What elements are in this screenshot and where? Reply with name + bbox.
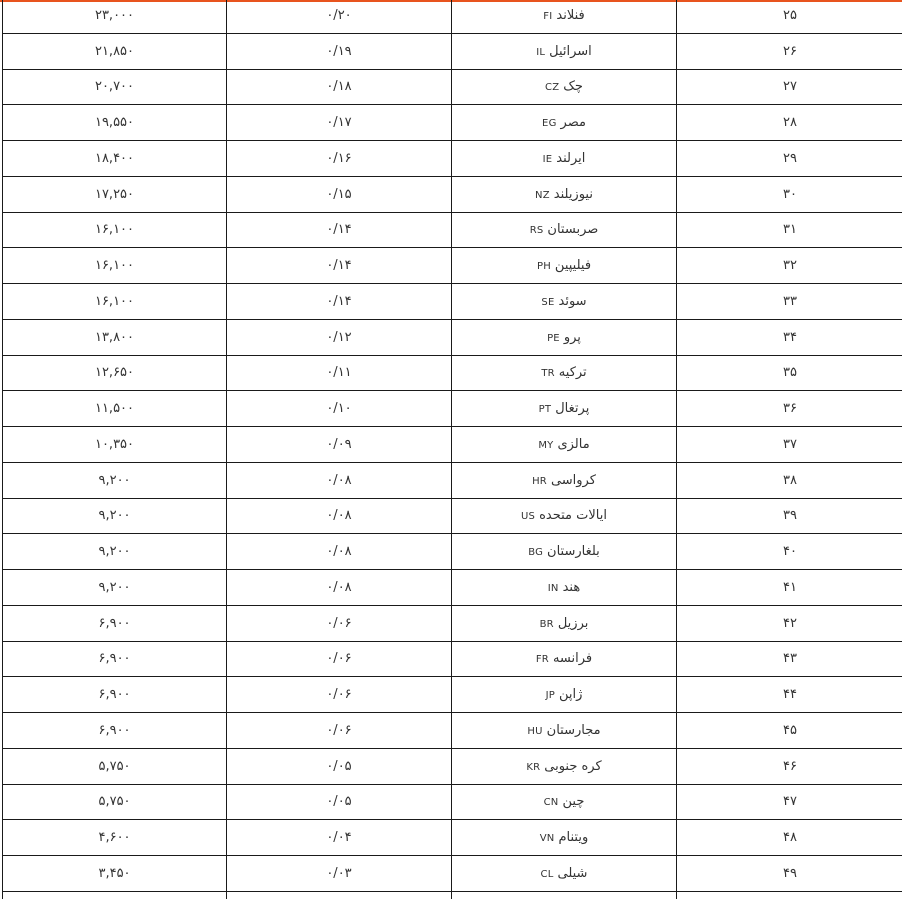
rank-cell: ۴۰ — [677, 534, 902, 570]
amount-cell: ۲۳,۰۰۰ — [3, 0, 227, 33]
percent-cell: ۰/۱۴ — [227, 284, 452, 320]
country-label — [539, 401, 590, 416]
country-name: بلغارستان — [547, 544, 600, 560]
percent-cell: ۰/۱۰ — [227, 391, 452, 427]
rank-cell: ۲۷ — [677, 69, 902, 105]
table-row — [3, 641, 902, 677]
country-code: US — [521, 511, 536, 523]
country-name: مالزی — [557, 436, 590, 452]
country-cell — [452, 176, 677, 212]
table-row — [3, 391, 902, 427]
country-name: ویتنام — [558, 830, 589, 846]
country-code: VN — [539, 833, 555, 845]
rank-cell: ۴۵ — [677, 713, 902, 749]
rank-cell: ۴۴ — [677, 677, 902, 713]
percent-cell: ۰/۰۸ — [227, 570, 452, 606]
amount-cell: ۶,۹۰۰ — [3, 713, 227, 749]
country-label — [541, 866, 588, 881]
amount-cell: ۱۸,۴۰۰ — [3, 141, 227, 177]
country-label — [543, 151, 586, 166]
table-row — [3, 498, 902, 534]
rank-cell: ۴۸ — [677, 820, 902, 856]
country-label — [544, 794, 585, 809]
amount-cell: ۱۳,۸۰۰ — [3, 319, 227, 355]
rank-cell: ۴۶ — [677, 748, 902, 784]
country-cell — [452, 0, 677, 33]
country-code: RS — [529, 225, 544, 237]
amount-cell: ۱۱,۵۰۰ — [3, 391, 227, 427]
table-row — [3, 677, 902, 713]
country-code: TR — [541, 368, 555, 380]
empty-cell — [677, 891, 902, 899]
country-code: NZ — [535, 189, 550, 201]
country-cell — [452, 284, 677, 320]
country-code: PE — [547, 332, 560, 344]
country-name: ترکیه — [558, 365, 587, 381]
country-name: سوئد — [558, 293, 587, 309]
rank-cell: ۲۶ — [677, 33, 902, 69]
amount-cell: ۴,۶۰۰ — [3, 820, 227, 856]
country-name: مجارستان — [546, 722, 601, 738]
rank-cell: ۳۲ — [677, 248, 902, 284]
country-label — [532, 473, 596, 488]
country-name: فرانسه — [552, 651, 593, 667]
table-row — [3, 784, 902, 820]
country-code: BG — [528, 547, 544, 559]
country-cell — [452, 856, 677, 892]
country-label — [521, 508, 607, 523]
table-row — [3, 534, 902, 570]
rank-cell: ۳۶ — [677, 391, 902, 427]
country-label — [541, 294, 586, 309]
table-row — [3, 427, 902, 463]
country-cell — [452, 355, 677, 391]
percent-cell: ۰/۰۶ — [227, 713, 452, 749]
percent-cell: ۰/۱۸ — [227, 69, 452, 105]
amount-cell: ۶,۹۰۰ — [3, 605, 227, 641]
table-row — [3, 141, 902, 177]
table-row — [3, 105, 902, 141]
amount-cell: ۶,۹۰۰ — [3, 641, 227, 677]
country-label — [538, 437, 589, 452]
country-cell — [452, 748, 677, 784]
country-cell — [452, 498, 677, 534]
table-row — [3, 856, 902, 892]
rank-cell: ۳۴ — [677, 319, 902, 355]
table-row — [3, 570, 902, 606]
percent-cell: ۰/۰۳ — [227, 856, 452, 892]
country-code: EG — [542, 118, 557, 130]
country-label — [541, 365, 586, 380]
rank-cell: ۴۱ — [677, 570, 902, 606]
country-code: IL — [536, 46, 546, 58]
table-row — [3, 820, 902, 856]
rank-cell: ۳۹ — [677, 498, 902, 534]
percent-cell: ۰/۱۲ — [227, 319, 452, 355]
rank-cell: ۳۸ — [677, 462, 902, 498]
table-row — [3, 748, 902, 784]
country-name: کرواسی — [550, 472, 596, 488]
rank-cell: ۳۷ — [677, 427, 902, 463]
amount-cell: ۵,۷۵۰ — [3, 784, 227, 820]
percent-cell: ۰/۰۶ — [227, 605, 452, 641]
table-row — [3, 319, 902, 355]
country-code: BR — [539, 618, 554, 630]
amount-cell: ۱۲,۶۵۰ — [3, 355, 227, 391]
rank-cell: ۲۵ — [677, 0, 902, 33]
country-name: مصر — [560, 115, 586, 131]
country-label — [527, 723, 600, 738]
amount-cell: ۱۹,۵۵۰ — [3, 105, 227, 141]
country-cell — [452, 427, 677, 463]
rank-cell: ۴۹ — [677, 856, 902, 892]
country-cell — [452, 605, 677, 641]
table-row — [3, 284, 902, 320]
country-code: IN — [547, 582, 559, 594]
percent-cell: ۰/۰۶ — [227, 641, 452, 677]
country-name: فنلاند — [556, 7, 585, 23]
table-row — [3, 713, 902, 749]
country-label — [536, 651, 592, 666]
country-code: IE — [542, 153, 553, 165]
country-code: JP — [545, 690, 555, 702]
percent-cell: ۰/۰۹ — [227, 427, 452, 463]
country-label — [535, 187, 593, 202]
rank-cell: ۲۹ — [677, 141, 902, 177]
country-name: چک — [563, 79, 583, 95]
country-cell — [452, 820, 677, 856]
country-cell — [452, 713, 677, 749]
country-label — [542, 115, 586, 130]
empty-cell — [227, 891, 452, 899]
country-name: ایالات متحده — [539, 508, 607, 524]
percent-cell: ۰/۱۵ — [227, 176, 452, 212]
country-label — [540, 616, 589, 631]
table-row — [3, 176, 902, 212]
country-label — [546, 687, 583, 702]
table-body — [3, 0, 902, 899]
percent-cell: ۰/۰۸ — [227, 462, 452, 498]
country-cell — [452, 33, 677, 69]
amount-cell: ۱۶,۱۰۰ — [3, 248, 227, 284]
country-label — [530, 222, 599, 237]
country-cell — [452, 141, 677, 177]
percent-cell: ۰/۰۸ — [227, 534, 452, 570]
country-cell — [452, 570, 677, 606]
country-name: نیوزیلند — [553, 186, 593, 202]
amount-cell: ۹,۲۰۰ — [3, 462, 227, 498]
country-name: ایرلند — [556, 150, 586, 166]
amount-cell: ۹,۲۰۰ — [3, 498, 227, 534]
percent-cell: ۰/۱۷ — [227, 105, 452, 141]
percent-cell: ۰/۰۴ — [227, 820, 452, 856]
country-label — [536, 44, 592, 59]
country-cell — [452, 391, 677, 427]
country-cell — [452, 248, 677, 284]
amount-cell: ۹,۲۰۰ — [3, 570, 227, 606]
table-row — [3, 355, 902, 391]
table-row — [3, 69, 902, 105]
table-row — [3, 33, 902, 69]
table-row — [3, 248, 902, 284]
rank-cell: ۴۷ — [677, 784, 902, 820]
amount-cell: ۵,۷۵۰ — [3, 748, 227, 784]
table-row-partial — [3, 891, 902, 899]
country-cell — [452, 677, 677, 713]
amount-cell: ۱۶,۱۰۰ — [3, 284, 227, 320]
amount-cell: ۶,۹۰۰ — [3, 677, 227, 713]
country-cell — [452, 69, 677, 105]
country-name: فیلیپین — [554, 258, 592, 274]
country-label — [548, 580, 580, 595]
country-table — [2, 0, 902, 899]
table-row — [3, 212, 902, 248]
percent-cell: ۰/۰۵ — [227, 784, 452, 820]
country-cell — [452, 105, 677, 141]
country-name: برزیل — [557, 615, 589, 631]
country-code: FR — [535, 654, 549, 666]
country-code: PT — [538, 404, 552, 416]
rank-cell: ۲۸ — [677, 105, 902, 141]
percent-cell: ۰/۰۵ — [227, 748, 452, 784]
amount-cell: ۱۰,۳۵۰ — [3, 427, 227, 463]
rank-cell: ۳۱ — [677, 212, 902, 248]
country-label — [547, 330, 581, 345]
country-label — [526, 759, 601, 774]
country-code: CZ — [545, 82, 560, 94]
country-name: کره جنوبی — [544, 758, 602, 774]
country-name: پرو — [563, 329, 581, 345]
percent-cell: ۰/۱۹ — [227, 33, 452, 69]
country-label — [545, 79, 583, 94]
country-code: SE — [541, 296, 555, 308]
country-cell — [452, 212, 677, 248]
amount-cell: ۱۷,۲۵۰ — [3, 176, 227, 212]
country-code: PH — [536, 261, 551, 273]
rank-cell: ۳۰ — [677, 176, 902, 212]
country-cell — [452, 319, 677, 355]
empty-cell — [452, 891, 677, 899]
country-code: CL — [540, 868, 554, 880]
percent-cell: ۰/۰۶ — [227, 677, 452, 713]
percent-cell: ۰/۲۰ — [227, 0, 452, 33]
country-code: KR — [526, 761, 541, 773]
country-name: پرتغال — [555, 401, 590, 417]
country-code: HU — [527, 725, 543, 737]
rank-cell: ۳۵ — [677, 355, 902, 391]
country-name: چین — [562, 794, 585, 810]
country-cell — [452, 462, 677, 498]
table-row — [3, 0, 902, 33]
rank-cell: ۴۳ — [677, 641, 902, 677]
country-cell — [452, 641, 677, 677]
country-name: هند — [562, 579, 581, 595]
amount-cell: ۹,۲۰۰ — [3, 534, 227, 570]
country-code: HR — [532, 475, 547, 487]
amount-cell: ۲۰,۷۰۰ — [3, 69, 227, 105]
percent-cell: ۰/۱۴ — [227, 212, 452, 248]
amount-cell: ۳,۴۵۰ — [3, 856, 227, 892]
country-cell — [452, 784, 677, 820]
percent-cell: ۰/۰۸ — [227, 498, 452, 534]
country-code: MY — [538, 439, 554, 451]
rank-cell: ۳۳ — [677, 284, 902, 320]
rank-cell: ۴۲ — [677, 605, 902, 641]
country-code: CN — [543, 797, 559, 809]
country-cell — [452, 534, 677, 570]
country-name: اسرائیل — [549, 43, 592, 59]
percent-cell: ۰/۱۶ — [227, 141, 452, 177]
percent-cell: ۰/۱۱ — [227, 355, 452, 391]
country-code: FI — [543, 10, 553, 22]
amount-cell: ۱۶,۱۰۰ — [3, 212, 227, 248]
amount-cell: ۲۱,۸۵۰ — [3, 33, 227, 69]
country-label — [543, 8, 584, 23]
country-label — [540, 830, 589, 845]
table-row — [3, 605, 902, 641]
country-label — [537, 258, 591, 273]
country-name: صربستان — [547, 222, 599, 238]
country-name: شیلی — [557, 865, 588, 881]
empty-cell — [3, 891, 227, 899]
country-name: ژاپن — [558, 687, 583, 703]
percent-cell: ۰/۱۴ — [227, 248, 452, 284]
country-label — [528, 544, 600, 559]
table-row — [3, 462, 902, 498]
